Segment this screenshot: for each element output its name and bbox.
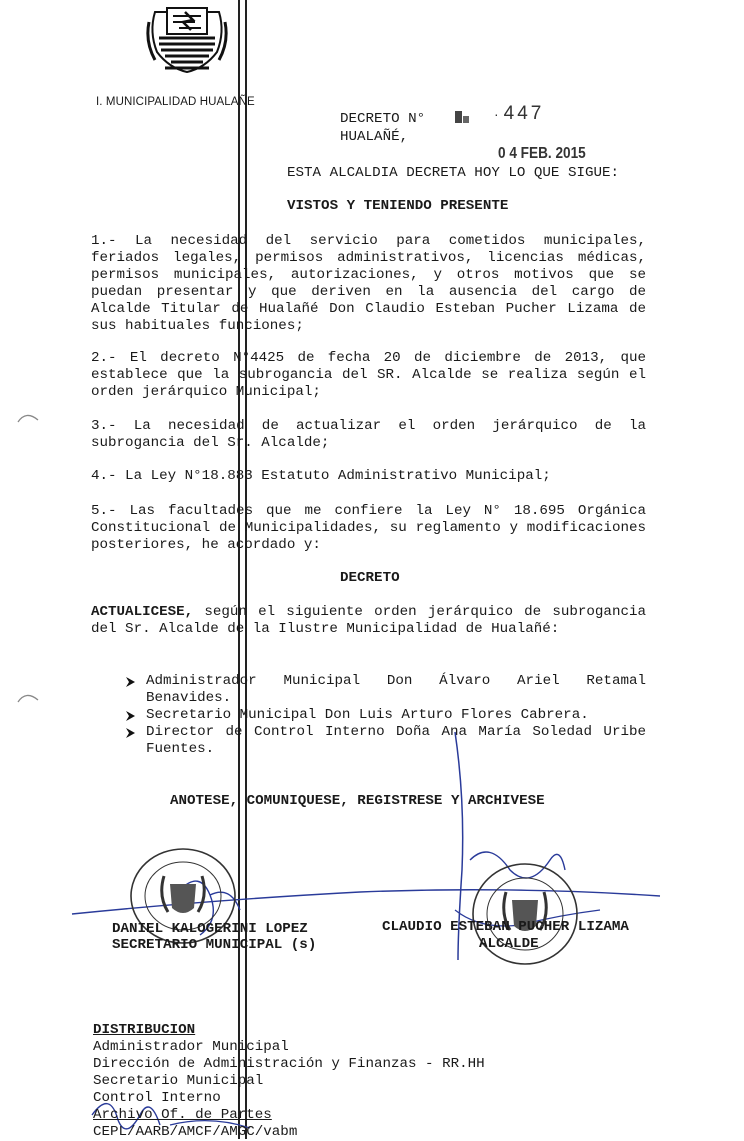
vistos-item-3: 3.- La necesidad de actualizar el orden jerárquico de la subrogancia del Sr. Alcalde;	[91, 418, 646, 451]
vistos-item-4: 4.- La Ley N°18.883 Estatuto Administrativo Municipal;	[91, 468, 551, 484]
arrow-bullet-icon	[124, 673, 138, 690]
decree-number-label: DECRETO N°	[340, 111, 426, 127]
right-signer-name: CLAUDIO ESTEBAN PUCHER LIZAMA	[382, 919, 629, 935]
left-signer-title: SECRETARIO MUNICIPAL (s)	[112, 937, 317, 953]
list-item: CEPL/AARB/AMCF/AMGC/vabm	[93, 1124, 298, 1140]
vistos-item-2: 2.- El decreto N°4425 de fecha 20 de diciembre de 2013, que establece que la subrogancia del SR. Alcalde se realiza según el orden jerárquico Municipal;	[91, 350, 646, 400]
vistos-item-5: 5.- Las facultades que me confiere la Ley N° 18.695 Orgánica Constitucional de Municipalidades, su reglamento y modificaciones posteriores, he acordado y:	[91, 503, 646, 553]
list-item: Administrador Municipal	[93, 1039, 289, 1055]
stamp-mark-icon	[453, 108, 471, 126]
decree-intro: ESTA ALCALDIA DECRETA HOY LO QUE SIGUE:	[287, 165, 620, 181]
decreto-heading: DECRETO	[340, 570, 400, 586]
actualicese-paragraph	[91, 604, 646, 638]
list-item	[124, 673, 646, 707]
vistos-heading: VISTOS Y TENIENDO PRESENTE	[287, 198, 509, 214]
list-item: Secretario Municipal	[93, 1073, 264, 1089]
decree-number	[494, 103, 544, 125]
list-item-text: Secretario Municipal Don Luis Arturo Flores Cabrera.	[146, 707, 589, 723]
punch-mark-bottom	[16, 690, 40, 710]
list-item: Dirección de Administración y Finanzas - RR.HH	[93, 1056, 485, 1072]
decree-place: HUALAÑÉ,	[340, 129, 409, 145]
decree-number-dot: ·	[494, 106, 502, 122]
actualicese-text: según el siguiente orden jerárquico de subrogancia del Sr. Alcalde de la Ilustre Municipalidad de Hualañé:	[91, 604, 647, 637]
actualicese-word: ACTUALICESE,	[91, 604, 194, 620]
closing-line: ANOTESE, COMUNIQUESE, REGISTRESE Y ARCHIVESE	[170, 793, 545, 809]
decree-date: 0 4 FEB. 2015	[498, 145, 586, 162]
list-item-text: Administrador Municipal Don Álvaro Ariel Retamal Benavides.	[146, 673, 646, 706]
right-signer-title: ALCALDE	[479, 936, 539, 952]
vistos-item-1: 1.- La necesidad del servicio para cometidos municipales, feriados legales, permisos administrativos, licencias médicas, permisos municipales, autorizaciones, y otros motivos que se puedan presentar y que deriven en la ausencia del cargo de Alcalde Titular de Hualañé Don Claudio Esteban Pucher Lizama de sus habituales funciones;	[91, 233, 646, 334]
punch-mark-top	[16, 410, 40, 430]
left-signer-name: DANIEL KALOGERINI LOPEZ	[112, 921, 308, 937]
municipal-coat-of-arms-icon	[145, 2, 229, 74]
list-item-text: Director de Control Interno Doña Ana María Soledad Uribe Fuentes.	[146, 724, 646, 757]
list-item: Control Interno	[93, 1090, 221, 1106]
list-item: Archivo Of. de Partes	[93, 1107, 272, 1123]
municipality-header: I. MUNICIPALIDAD HUALAÑE	[96, 96, 255, 108]
distribution-list	[93, 1039, 485, 1141]
decree-number-value: 447	[503, 103, 545, 124]
distribution-heading: DISTRIBUCION	[93, 1022, 196, 1038]
